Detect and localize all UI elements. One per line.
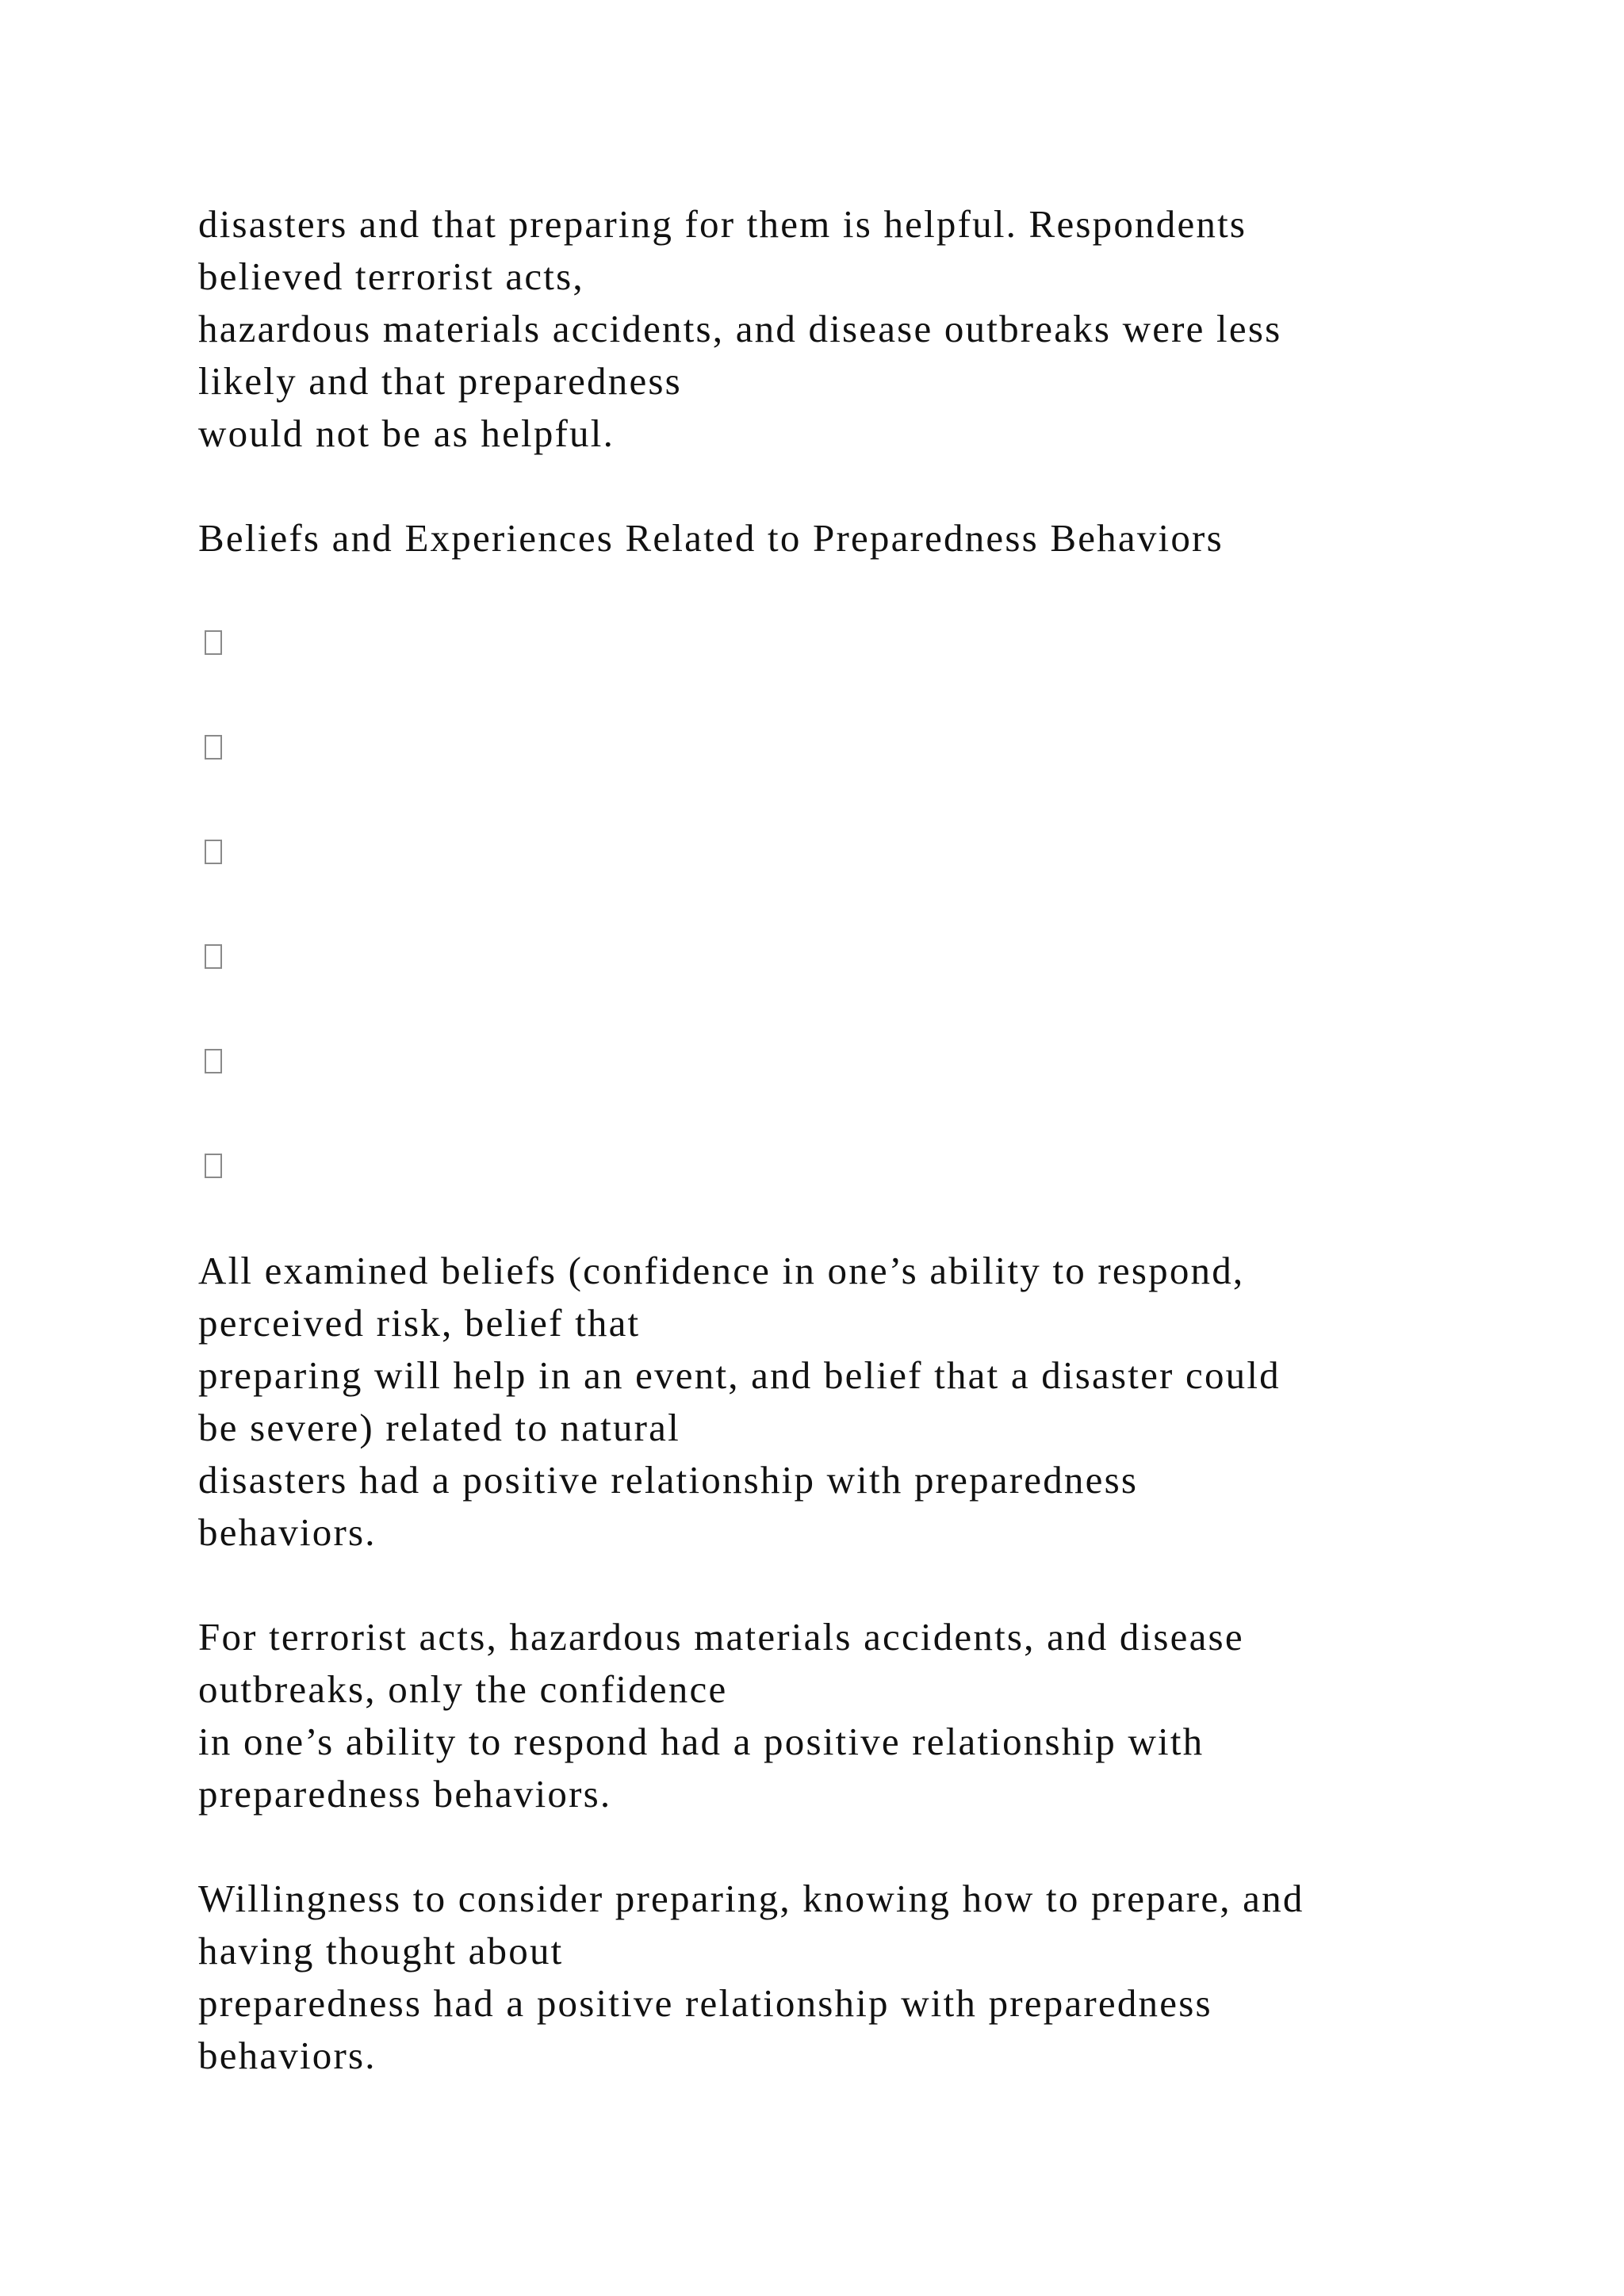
paragraph-2-line-5: disasters had a positive relationship with preparedness	[198, 1458, 1139, 1502]
paragraph-2-line-4: be severe) related to natural	[198, 1406, 680, 1449]
paragraph-3-line-2: outbreaks, only the confidence	[198, 1667, 728, 1711]
paragraph-3-line-4: preparedness behaviors.	[198, 1772, 612, 1816]
paragraph-1-line-4: likely and that preparedness	[198, 359, 682, 403]
paragraph-2-line-6: behaviors.	[198, 1510, 377, 1554]
paragraph-1-line-3: hazardous materials accidents, and disease outbreaks were less	[198, 307, 1282, 350]
missing-glyph-box-6	[205, 1154, 222, 1178]
paragraph-4-line-2: having thought about	[198, 1929, 564, 1973]
missing-glyph-box-3	[205, 840, 222, 864]
paragraph-2-line-3: preparing will help in an event, and belief that a disaster could	[198, 1353, 1281, 1397]
paragraph-3-line-3: in one’s ability to respond had a positive relationship with	[198, 1720, 1205, 1763]
paragraph-4-line-3: preparedness had a positive relationship with preparedness	[198, 1981, 1212, 2025]
paragraph-3-line-1: For terrorist acts, hazardous materials accidents, and disease	[198, 1615, 1244, 1659]
paragraph-4-line-4: behaviors.	[198, 2034, 377, 2077]
paragraph-1-line-2: believed terrorist acts,	[198, 254, 584, 298]
missing-glyph-box-2	[205, 735, 222, 760]
paragraph-4-line-1: Willingness to consider preparing, knowing how to prepare, and	[198, 1877, 1304, 1920]
paragraph-1-line-1: disasters and that preparing for them is helpful. Respondents	[198, 202, 1247, 246]
missing-glyph-box-4	[205, 944, 222, 969]
missing-glyph-box-5	[205, 1049, 222, 1073]
paragraph-2-line-2: perceived risk, belief that	[198, 1301, 641, 1345]
missing-glyph-box-1	[205, 630, 222, 655]
paragraph-2-line-1: All examined beliefs (confidence in one’s ability to respond,	[198, 1249, 1245, 1292]
section-heading: Beliefs and Experiences Related to Preparedness Behaviors	[198, 516, 1224, 560]
paragraph-1-line-5: would not be as helpful.	[198, 411, 615, 455]
